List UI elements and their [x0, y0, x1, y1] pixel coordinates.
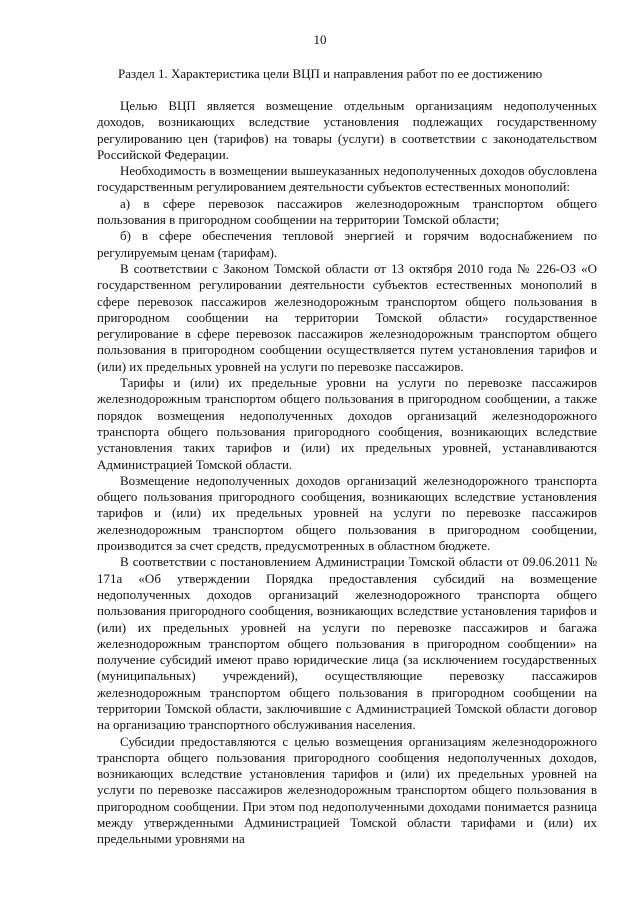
list-item-a: а) в сфере перевозок пассажиров железнодорожным транспортом общего пользования в пригородном сообщении на территории Томской области; [97, 195, 597, 228]
paragraph-necessity: Необходимость в возмещении вышеуказанных недополученных доходов обусловлена государственным регулированием деятельности субъектов естественных монополий: [97, 163, 597, 195]
list-item-b: б) в сфере обеспечения тепловой энергией и горячим водоснабжением по регулируемым ценам (тарифам). [97, 228, 597, 260]
document-body [97, 98, 597, 848]
paragraph-resolution-171a: В соответствии с постановлением Администрации Томской области от 09.06.2011 № 171а «Об утверждении Порядка предоставления субсидий на возмещение недополученных доходов организаций железнодорожного транспорта общего пользования пригородного сообщения, возникающих вследствие установления тарифов и (или) их предельных уровней на услуги по перевозке пассажиров и багажа железнодорожным транспортом общего пользования в пригородном сообщении» на получение субсидий имеют право юридические лица (за исключением государственных (муниципальных) учреждений), осуществляющие перевозку пассажиров железнодорожным транспортом общего пользования в пригородном сообщении на территории Томской области, заключившие с Администрацией Томской области договор на организацию транспортного обслуживания населения. [97, 554, 597, 733]
paragraph-subsidies: Субсидии предоставляются с целью возмещения организациям железнодорожного транспорта общего пользования пригородного сообщения недополученных доходов, возникающих вследствие установления тарифов и (или) их предельных уровней на услуги по перевозке пассажиров железнодорожным транспортом общего пользования в пригородном сообщении. При этом под недополученными доходами понимается разница между утвержденными Администрацией Томской области тарифами и (или) их предельными уровнями на [97, 733, 597, 847]
page-number: 10 [313, 32, 327, 47]
paragraph-law-226: В соответствии с Законом Томской области от 13 октября 2010 года № 226-ОЗ «О государственном регулировании деятельности субъектов естественных монополий в сфере перевозок пассажиров железнодорожным транспортом общего пользования в пригородном сообщении на территории Томской области» государственное регулирование в сфере перевозок пассажиров железнодорожным транспортом общего пользования в пригородном сообщении осуществляется путем установления тарифов и (или) их предельных уровней на услуги по перевозке пассажиров. [97, 260, 597, 374]
paragraph-goal: Целью ВЦП является возмещение отдельным организациям недополученных доходов, возникающих вследствие установления подлежащих государственному регулированию цен (тарифов) на товары (услуги) в соответствии с законодательством Российской Федерации. [97, 98, 597, 162]
paragraph-compensation: Возмещение недополученных доходов организаций железнодорожного транспорта общего пользования пригородного сообщения, возникающих вследствие установления тарифов и (или) их предельных уровней на услуги по перевозке пассажиров железнодорожным транспортом общего пользования в пригородном сообщении, производится за счет средств, предусмотренных в областном бюджете. [97, 472, 597, 554]
section-title: Раздел 1. Характеристика цели ВЦП и направления работ по ее достижению [118, 66, 543, 81]
paragraph-tariffs: Тарифы и (или) их предельные уровни на услуги по перевозке пассажиров железнодорожным транспортом общего пользования в пригородном сообщении, а также порядок возмещения недополученных доходов организаций железнодорожного транспорта общего пользования пригородного сообщения, возникающих вследствие установления таких тарифов и (или) их предельных уровней, устанавливаются Администрацией Томской области. [97, 375, 597, 472]
